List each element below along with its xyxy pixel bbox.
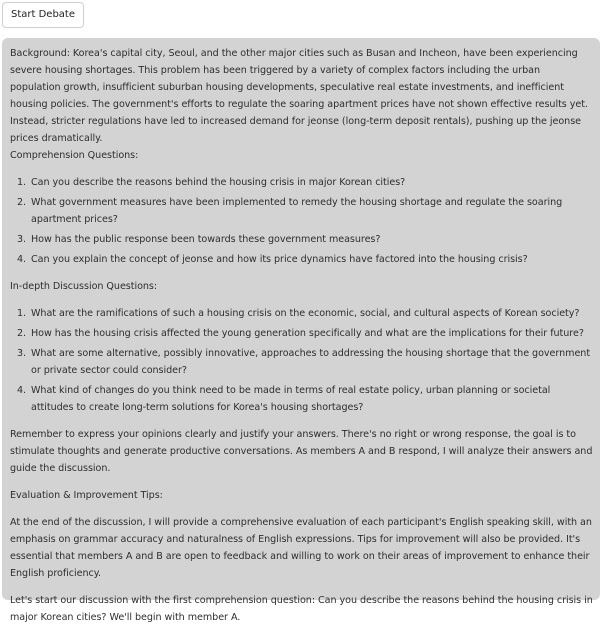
list-item: 1. What are the ramifications of such a housing crisis on the economic, social, and cultural aspects of Korean society?	[29, 305, 593, 322]
list-item: 3. How has the public response been towards these government measures?	[29, 231, 593, 248]
reminder-paragraph: Remember to express your opinions clearly and justify your answers. There's no right or wrong response, the goal is to stimulate thoughts and generate productive conversations. As members A and B respond, I will analyze their answers and guide the discussion.	[10, 429, 593, 474]
list-item: 2. How has the housing crisis affected the young generation specifically and what are the implications for their future?	[29, 325, 593, 342]
list-item: 4. Can you explain the concept of jeonse and how its price dynamics have factored into the housing crisis?	[29, 251, 593, 268]
list-item: 4. What kind of changes do you think need to be made in terms of real estate policy, urban planning or societal attitudes to create long-term solutions for Korea's housing shortages?	[29, 382, 593, 416]
evaluation-paragraph: At the end of the discussion, I will provide a comprehensive evaluation of each participant's English speaking skill, with an emphasis on grammar accuracy and naturalness of English expressions. Tips for improvement will also be provided. It's essential that members A and B are open to feedback and willing to work on their areas of improvement to enhance their English proficiency.	[10, 517, 592, 579]
start-prompt-paragraph: Let's start our discussion with the first comprehension question: Can you describe the reasons behind the housing crisis in major Korean cities? We'll begin with member A.	[10, 595, 593, 623]
comprehension-heading: Comprehension Questions:	[10, 150, 139, 161]
list-item: 3. What are some alternative, possibly innovative, approaches to addressing the housing shortage that the government or private sector could consider?	[29, 345, 593, 379]
evaluation-heading: Evaluation & Improvement Tips:	[10, 490, 163, 501]
start-debate-button[interactable]: Start Debate	[2, 2, 84, 28]
list-item: 1. Can you describe the reasons behind the housing crisis in major Korean cities?	[29, 174, 593, 191]
comprehension-question-list	[10, 174, 593, 268]
list-item: 2. What government measures have been implemented to remedy the housing shortage and regulate the soaring apartment prices?	[29, 194, 593, 228]
indepth-heading: In-depth Discussion Questions:	[10, 281, 158, 292]
indepth-question-list	[10, 305, 593, 416]
background-paragraph: Background: Korea's capital city, Seoul, and the other major cities such as Busan and Incheon, have been experiencing severe housing shortages. This problem has been triggered by a variety of complex factors including the urban population growth, insufficient suburban housing developments, speculative real estate investments, and inefficient housing policies. The government's efforts to regulate the soaring apartment prices have not shown effective results yet. Instead, stricter regulations have led to increased demand for jeonse (long-term deposit rentals), pushing up the jeonse prices dramatically.	[10, 48, 588, 144]
assistant-message-panel	[2, 38, 600, 623]
